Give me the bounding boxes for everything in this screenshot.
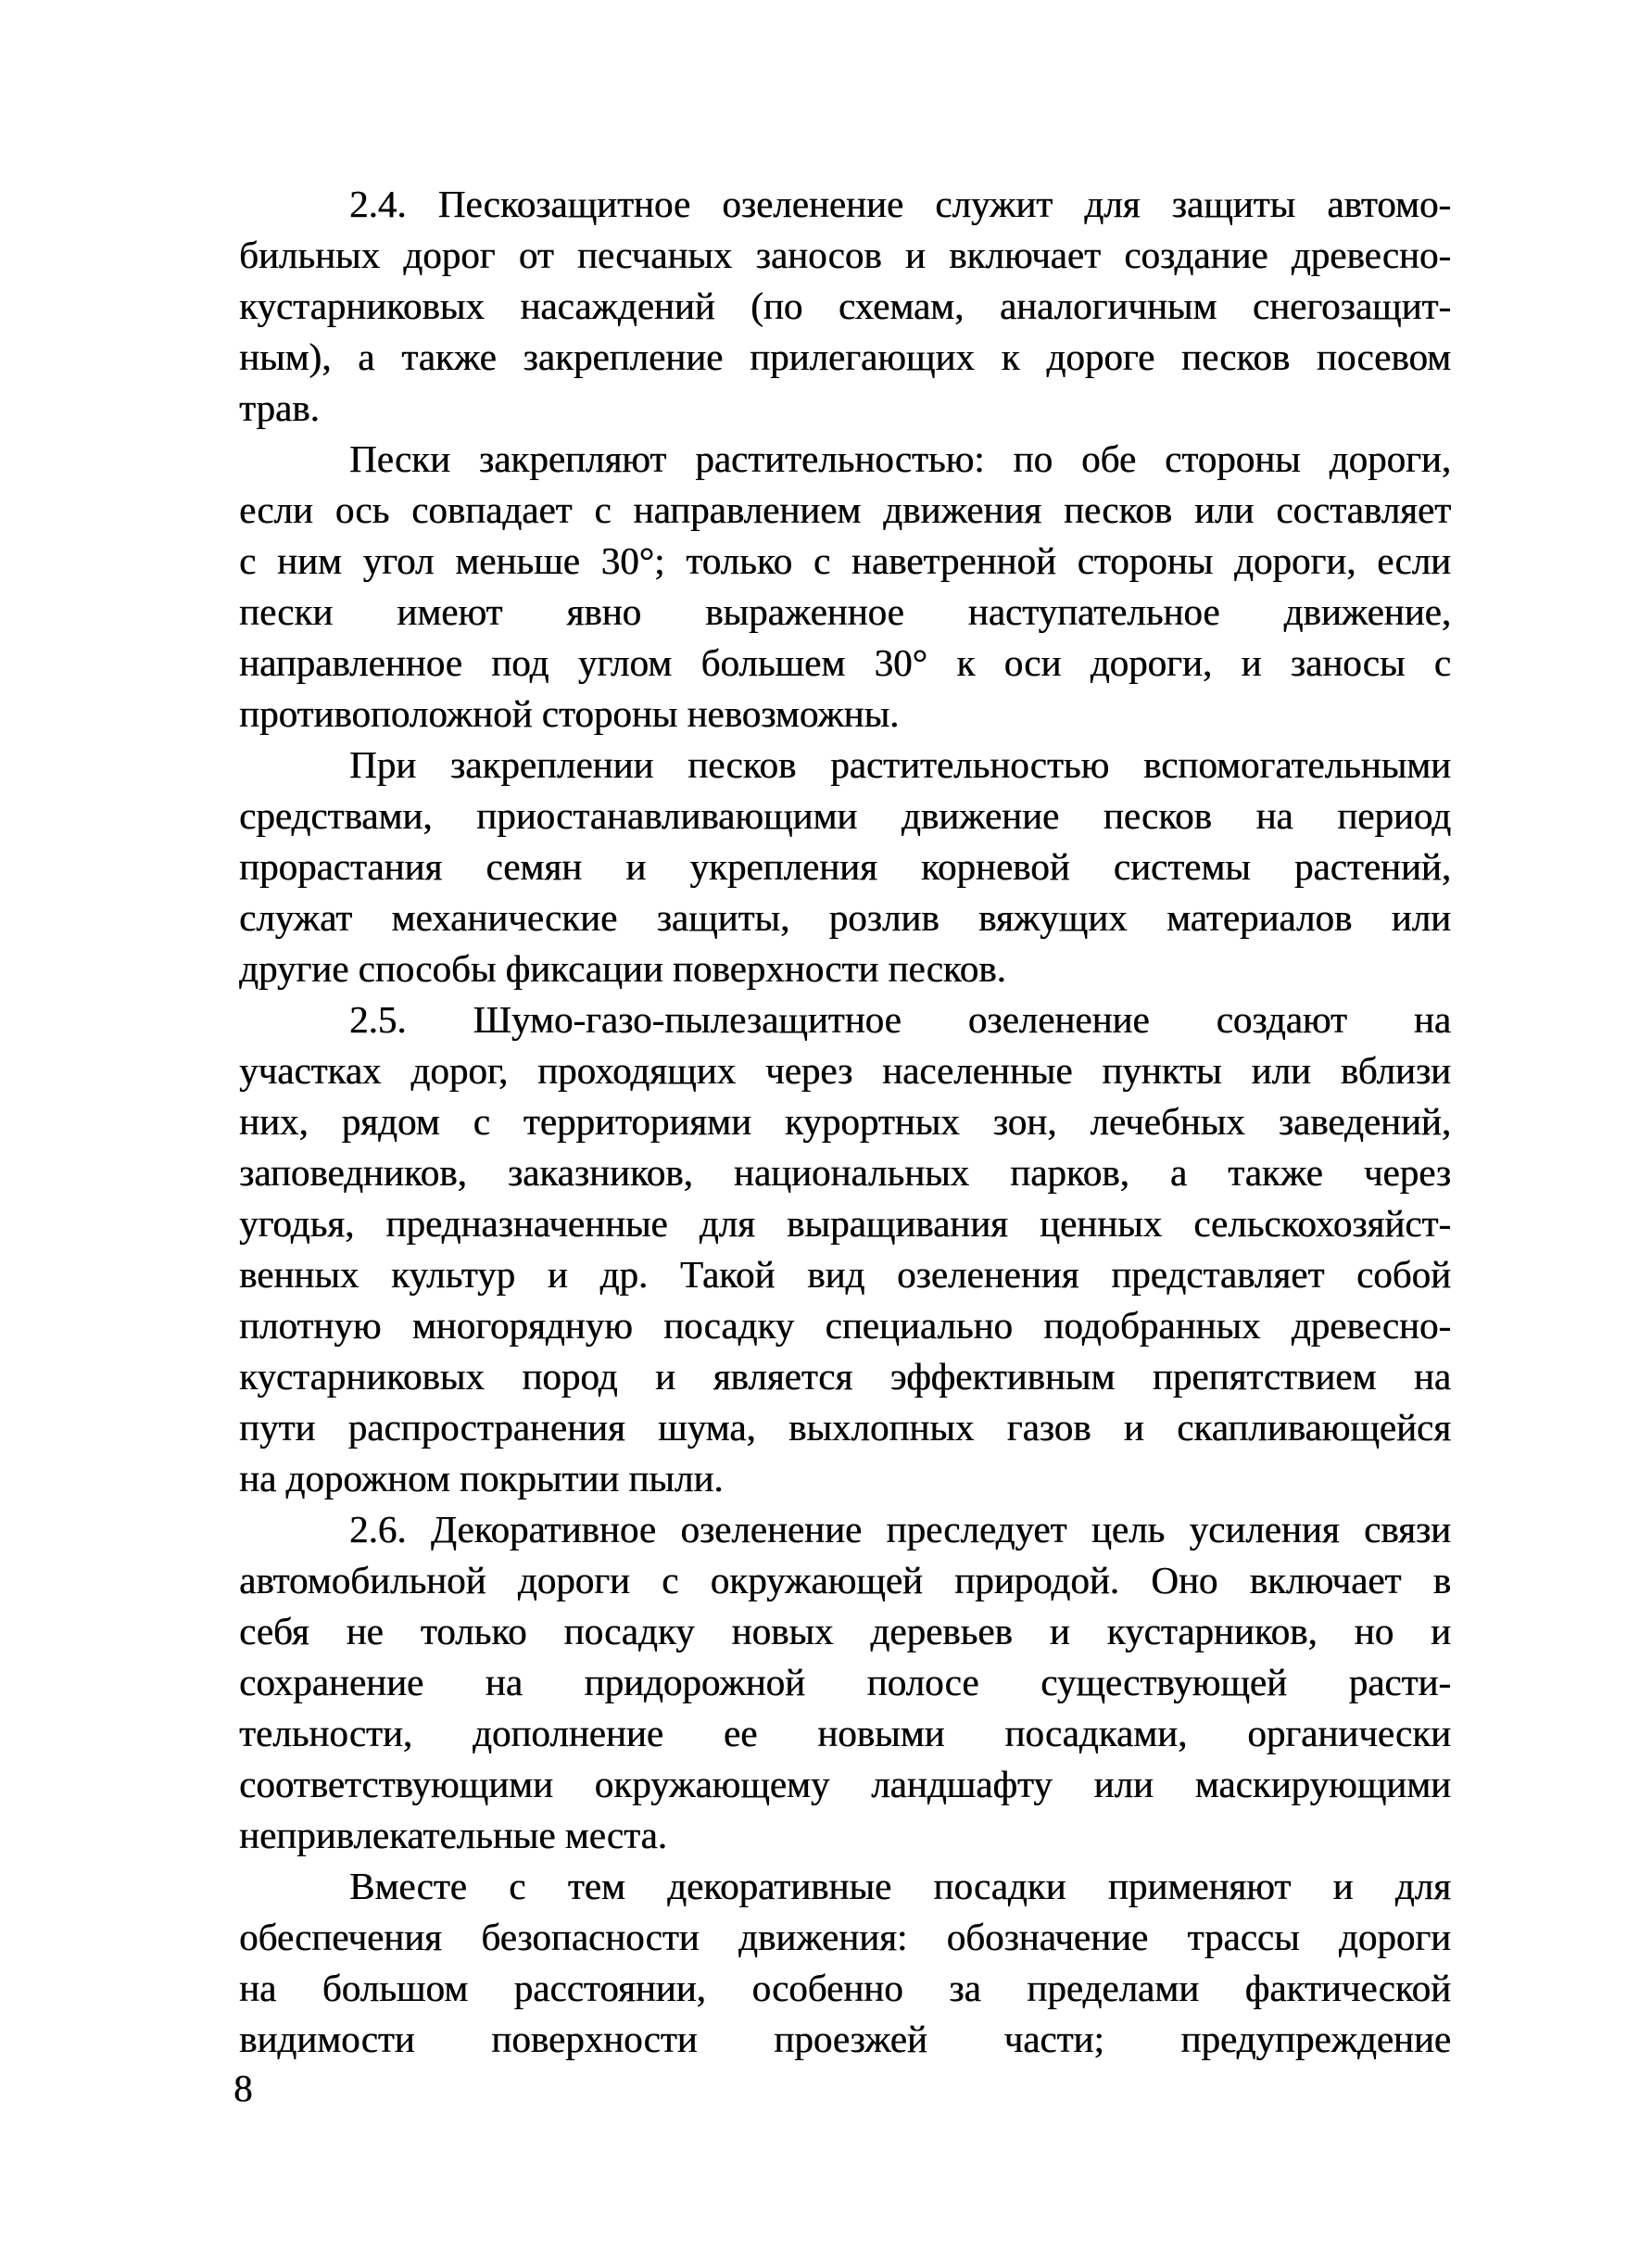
text-line: пески имеют явно выраженное наступательное движение, xyxy=(239,590,1451,633)
text-line: с ним угол меньше 30°; только с наветренной стороны дороги, если xyxy=(239,539,1451,582)
text-line: на большом расстоянии, особенно за пределами фактической xyxy=(239,1967,1451,2009)
text-line: 2.4. Пескозащитное озеленение служит для защиты автомо- xyxy=(349,183,1451,225)
paragraph xyxy=(239,1861,1451,2065)
text-line: себя не только посадку новых деревьев и кустарников, но и xyxy=(239,1610,1451,1652)
text-line: них, рядом с территориями курортных зон, лечебных заведений, xyxy=(239,1100,1451,1143)
text-line: Пески закрепляют растительностью: по обе стороны дороги, xyxy=(349,437,1451,480)
paragraph xyxy=(239,994,1451,1504)
paragraph xyxy=(239,179,1451,434)
text-line: Вместе с тем декоративные посадки применяют и для xyxy=(349,1865,1451,1907)
text-block xyxy=(239,179,1451,2065)
text-line: соответствующими окружающему ландшафту или маскирующими xyxy=(239,1763,1451,1805)
text-line: бильных дорог от песчаных заносов и включает создание древесно- xyxy=(239,234,1451,276)
text-line: венных культур и др. Такой вид озеленения представляет собой xyxy=(239,1253,1451,1296)
text-line: При закреплении песков растительностью вспомогательными xyxy=(349,743,1451,786)
text-line: автомобильной дороги с окружающей природой. Оно включает в xyxy=(239,1559,1451,1601)
text-line: на дорожном покрытии пыли. xyxy=(239,1457,724,1500)
text-line: плотную многорядную посадку специально подобранных древесно- xyxy=(239,1304,1451,1347)
text-line: кустарниковых пород и является эффективным препятствием на xyxy=(239,1355,1451,1398)
paragraph xyxy=(239,1504,1451,1861)
text-line: прорастания семян и укрепления корневой системы растений, xyxy=(239,845,1451,888)
text-line: если ось совпадает с направлением движения песков или составляет xyxy=(239,488,1451,531)
text-line: заповедников, заказников, национальных парков, а также через xyxy=(239,1151,1451,1194)
text-line: сохранение на придорожной полосе существующей расти- xyxy=(239,1661,1451,1703)
text-line: пути распространения шума, выхлопных газов и скапливающейся xyxy=(239,1406,1451,1449)
page-number: 8 xyxy=(233,2067,253,2109)
text-line: участках дорог, проходящих через населенные пункты или вблизи xyxy=(239,1049,1451,1092)
text-line: угодья, предназначенные для выращивания ценных сельскохозяйст- xyxy=(239,1202,1451,1245)
text-line: трав. xyxy=(239,386,320,429)
text-line: 2.5. Шумо-газо-пылезащитное озеленение создают на xyxy=(349,998,1451,1041)
text-line: противоположной стороны невозможны. xyxy=(239,692,900,735)
paragraph xyxy=(239,434,1451,740)
text-line: кустарниковых насаждений (по схемам, аналогичным снегозащит- xyxy=(239,285,1451,327)
text-line: видимости поверхности проезжей части; предупреждение xyxy=(239,2018,1451,2060)
text-line: ным), а также закрепление прилегающих к дороге песков посевом xyxy=(239,335,1451,378)
text-line: непривлекательные места. xyxy=(239,1814,667,1856)
text-line: 2.6. Декоративное озеленение преследует цель усиления связи xyxy=(349,1508,1451,1551)
text-line: средствами, приостанавливающими движение песков на период xyxy=(239,794,1451,837)
text-line: направленное под углом большем 30° к оси дороги, и заносы с xyxy=(239,641,1451,684)
paragraph xyxy=(239,740,1451,994)
text-line: другие способы фиксации поверхности песков. xyxy=(239,947,1006,990)
text-line: служат механические защиты, розлив вяжущих материалов или xyxy=(239,896,1451,939)
text-line: обеспечения безопасности движения: обозначение трассы дороги xyxy=(239,1916,1451,1958)
text-line: тельности, дополнение ее новыми посадками, органически xyxy=(239,1712,1451,1754)
